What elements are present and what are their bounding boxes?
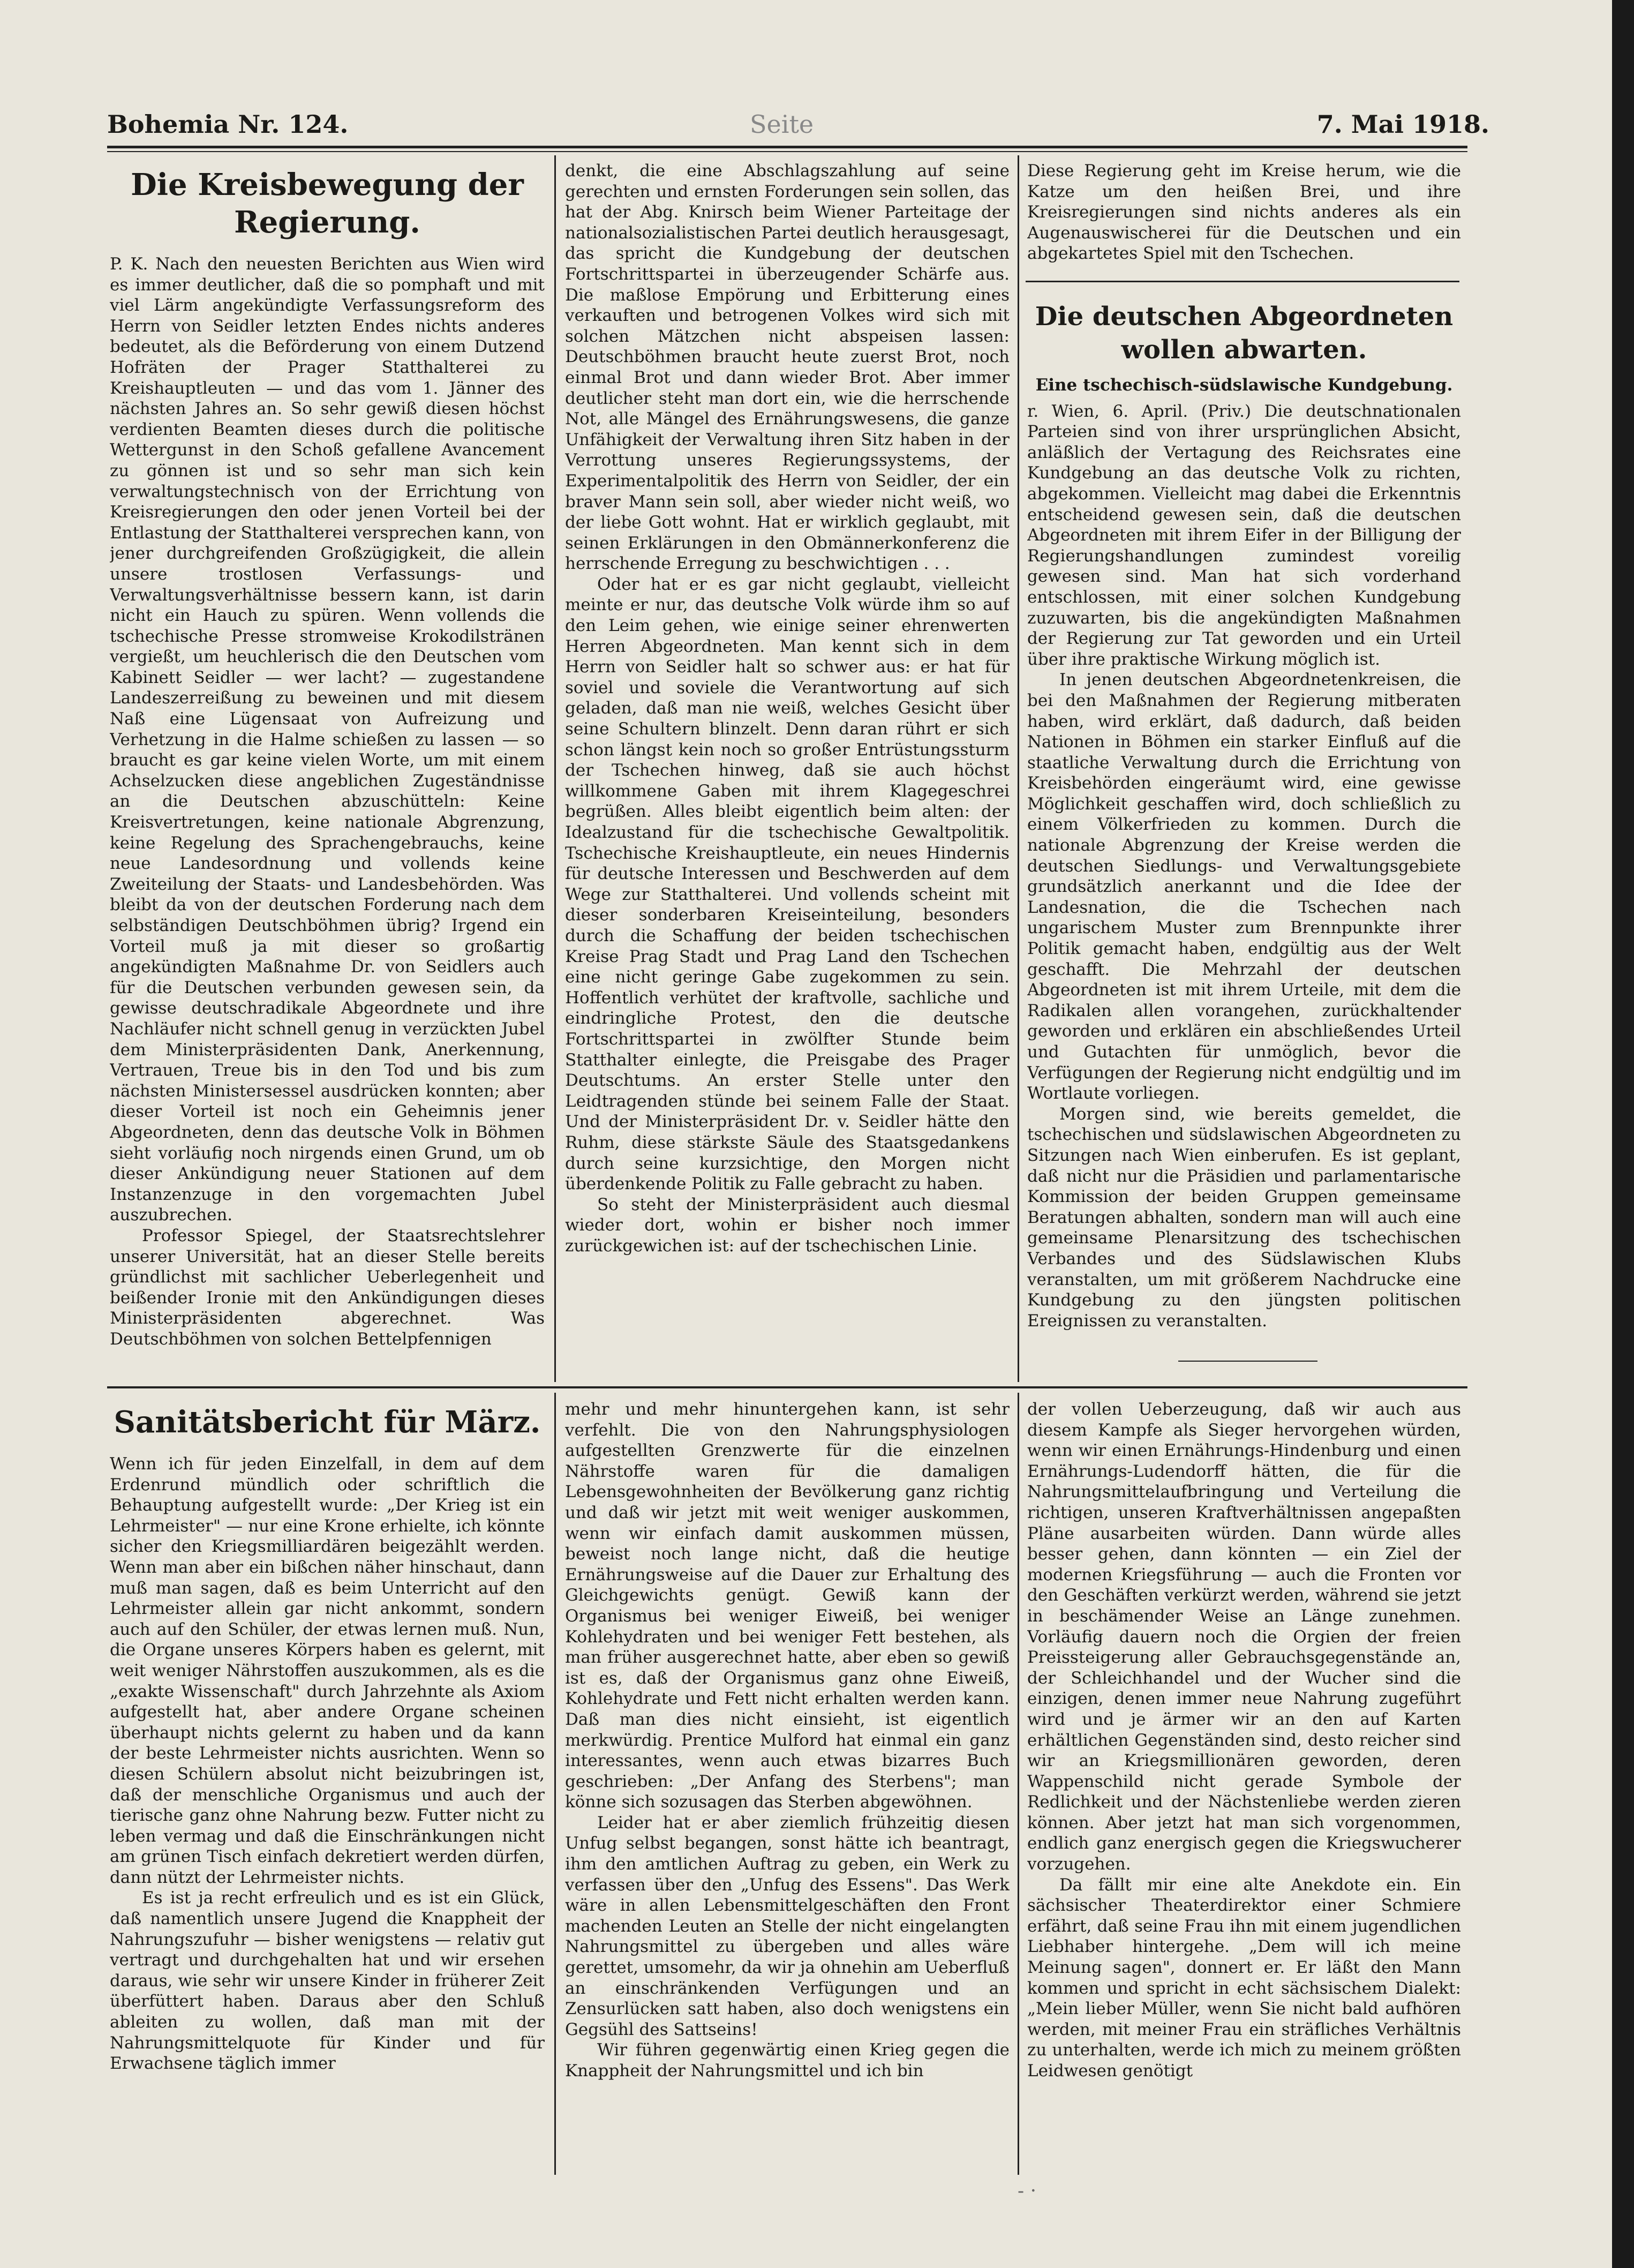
article1-paragraph: Diese Regierung geht im Kreise herum, wie die Katze um den heißen Brei, und ihre Kreisregierungen sind nichts anderes als ein Augenauswischerei für die Deutschen und ein abgekartetes Spiel mit den Tschechen. bbox=[1027, 161, 1461, 264]
article3-paragraph: mehr und mehr hinuntergehen kann, ist sehr verfehlt. Die von den Nahrungsphysiologen aufgestellten Grenzwerte für die einzelnen Nährstoffe waren für die damaligen Lebensgewohnheiten der Bevölkerung ganz richtig und daß wir jetzt mit weit weniger auskommen, wenn wir einfach damit auskommen müssen, beweist noch lange nicht, daß die heutige Ernährungsweise auf die Dauer zur Erhaltung des Gleichgewichts genügt. Gewiß kann der Organismus bei weniger Eiweiß, bei weniger Kohlehydraten und bei weniger Fett bestehen, als man früher ausgerechnet hatte, aber eben so gewiß ist es, daß der Organismus ganz ohne Eiweiß, Kohlehydrate und Fett nicht erhalten werden kann. Daß man dies nicht einsieht, ist eigentlich merkwürdig. Prentice Mulford hat einmal ein ganz interessantes, wenn auch etwas bizarres Buch geschrieben: „Der Anfang des Sterbens"; man könne sich sozusagen das Sterben abgewöhnen. bbox=[565, 1400, 1010, 1812]
article3-column-3 bbox=[1027, 1399, 1461, 2176]
article2-paragraph: r. Wien, 6. April. (Priv.) Die deutschnationalen Parteien sind von ihrer ursprünglichen Absicht, anläßlich der Vertagung des Reichsrates eine Kundgebung an das deutsche Volk zu richten, abgekommen. Vielleicht mag dabei die Erkenntnis entscheidend gewesen sein, daß die deutschen Abgeordneten mit ihrem Eifer in der Billigung der Regierungshandlungen zumindest voreilig gewesen sind. Man hat sich vorderhand entschlossen, mit einer solchen Kundgebung zuzuwarten, bis die angekündigten Maßnahmen der Regierung zur Tat geworden und ein Urteil über ihre praktische Wirkung möglich ist. bbox=[1027, 401, 1461, 669]
column-rule bbox=[554, 155, 556, 1382]
article2-paragraph: Morgen sind, wie bereits gemeldet, die tschechischen und südslawischen Abgeordneten zu Sitzungen nach Wien einberufen. Es ist geplant, daß nicht nur die Präsidien und parlamentarische Kommission der beiden Gruppen gemeinsame Beratungen abhalten, sondern man will auch eine gemeinsame Plenarsitzung des tschechischen Verbandes und des Südslawischen Klubs veranstalten, um mit größerem Nachdrucke eine Kundgebung zu den jüngsten politischen Ereignissen zu veranstalten. bbox=[1027, 1104, 1461, 1331]
page-header bbox=[107, 110, 1489, 142]
article1-column-1 bbox=[110, 166, 545, 1382]
page-footer-mark: - · bbox=[1018, 2180, 1037, 2202]
header-rule bbox=[107, 146, 1467, 148]
article2-title: Die deutschen Abgeordneten wollen abwarten. bbox=[1035, 302, 1454, 365]
article3-paragraph: Wir führen gegenwärtig einen Krieg gegen die Knappheit der Nahrungsmittel und ich bin bbox=[565, 2040, 1010, 2081]
article3-column-1 bbox=[110, 1403, 545, 2175]
header-page-label: Seite bbox=[750, 110, 814, 139]
header-rule-thin bbox=[107, 151, 1467, 152]
article1-paragraph: denkt, die eine Abschlagszahlung auf seine gerechten und ernsten Forderungen sein sollen, das hat der Abg. Knirsch beim Wiener Parteitage der nationalsozialistischen Partei deutlich herausgesagt, das spricht die Kundgebung der deutschen Fortschrittspartei in überzeugender Schärfe aus. Die maßlose Empörung und Erbitterung eines verkauften und betrogenen Volkes wird sich mit solchen Mätzchen nicht abspeisen lassen: Deutschböhmen braucht heute zuerst Brot, noch einmal Brot und dann wieder Brot. Aber immer deutlicher steht man dort ein, wie die herrschende Not, alle Mängel des Ernährungswesens, die ganze Unfähigkeit der Verwaltung ihren Sitz haben in der Verrottung unseres Regierungssystems, der Experimentalpolitik des Herrn von Seidler, der ein braver Mann sein soll, aber wieder nicht weiß, wo der liebe Gott wohnt. Hat er wirklich geglaubt, mit seinen Erklärungen in den Obmännerkonferenz die herrschende Erregung zu beschwichtigen . . . bbox=[565, 161, 1010, 574]
article3-column-2 bbox=[565, 1399, 1010, 2176]
article1-paragraph: So steht der Ministerpräsident auch diesmal wieder dort, wohin er bisher noch immer zurückgewichen ist: auf der tschechischen Linie. bbox=[565, 1195, 1010, 1256]
article1-title: Die Kreisbewegung der Regierung. bbox=[131, 167, 524, 240]
article3-paragraph: Es ist ja recht erfreulich und es ist ein Glück, daß namentlich unsere Jugend die Knappheit der Nahrungszufuhr — bisher wenigstens — relativ gut vertragt und durchgehalten hat und wir ersehen daraus, wie sehr wir unsere Kinder in früherer Zeit überfüttert haben. Daraus aber den Schluß ableiten zu wollen, daß man mit der Nahrungsmittelquote für Kinder und für Erwachsene täglich immer bbox=[110, 1888, 545, 2074]
article1-column-3 bbox=[1027, 161, 1461, 279]
column-rule bbox=[1018, 155, 1019, 1382]
article1-paragraph: Professor Spiegel, der Staatsrechtslehrer unserer Universität, hat an dieser Stelle bereits gründlichst mit sachlicher Ueberlegenheit und beißender Ironie mit den Ankündigungen dieses Ministerpräsidenten abgerechnet. Was Deutschböhmen von solchen Bettelpfennigen bbox=[110, 1226, 545, 1349]
article2-paragraph: In jenen deutschen Abgeordnetenkreisen, die bei den Maßnahmen der Regierung mitberaten haben, wird erklärt, daß dadurch, daß beiden Nationen in Böhmen ein starker Einfluß auf die staatliche Verwaltung durch die Errichtung von Kreisbehörden eingeräumt wird, eine gewisse Möglichkeit geschaffen wird, doch schließlich zu einem Völkerfrieden zu kommen. Durch die nationale Abgrenzung der Kreise werden die deutschen Siedlungs- und Verwaltungsgebiete grundsätzlich anerkannt und die Idee der Landesnation, die die Tschechen nach ungarischem Muster zum Brennpunkte ihrer Politik gemacht haben, endgültig aus der Welt geschafft. Die Mehrzahl der deutschen Abgeordneten ist mit ihrem Urteile, mit dem die Radikalen allen vorangehen, zurückhaltender geworden und erklären ein abschließendes Urteil und Gutachten für unmöglich, bevor die Verfügungen der Regierung nicht endgültig und im Wortlaute vorliegen. bbox=[1027, 670, 1461, 1103]
article1-paragraph: P. K. Nach den neuesten Berichten aus Wien wird es immer deutlicher, daß die so pomphaft und mit viel Lärm angekündigte Verfassungsreform des Herrn von Seidler letzten Endes nichts anderes bedeutet, als die Beförderung von einem Dutzend Hofräten der Prager Statthalterei zu Kreishauptleuten — und das vom 1. Jänner des nächsten Jahres an. So sehr gewiß diesen höchst verdienten Beamten dieses durch die politische Wettergunst in den Schoß gefallene Avancement zu gönnen ist und so sehr man sich kein verwaltungstechnisch von der Errichtung von Kreisregierungen den oder jenen Vorteil bei der Entlastung der Statthalterei versprechen kann, von jener durchgreifenden Großzügigkeit, die allein unsere trostlosen Verfassungs- und Verwaltungsverhältnisse bessern kann, ist darin nicht ein Hauch zu spüren. Wenn vollends die tschechische Presse stromweise Krokodilstränen vergießt, um heuchlerisch die den Deutschen vom Kabinett Seidler — wer lacht? — zugestandene Landeszerreißung zu beweinen und mit diesem Naß eine Lügensaat von Aufreizung und Verhetzung in die Halme schießen zu lassen — so braucht es gar keine vielen Worte, um mit einem Achselzucken diese angeblichen Zugeständnisse an die Deutschen abzuschütteln: Keine Kreisvertretungen, keine nationale Abgrenzung, keine Regelung des Sprachengebrauchs, keine neue Landesordnung und vollends keine Zweiteilung der Staats- und Landesbehörden. Was bleibt da von der deutschen Forderung nach dem selbständigen Deutschböhmen übrig? Irgend ein Vorteil muß ja mit dieser so großartig angekündigten Maßnahme Dr. von Seidlers auch für die Deutschen verbunden gewesen sein, da gewisse deutschradikale Abgeordnete und ihre Nachläufer nicht schnell genug in verzückten Jubel dem Ministerpräsidenten Dank, Anerkennung, Vertrauen, Treue bis in den Tod und bis zum nächsten Ministersessel ausdrücken konnten; aber dieser Vorteil ist noch ein Geheimnis jener Abgeordneten, denn das deutsche Volk in Böhmen sieht vorläufig noch nirgends einen Grund, um ob dieser Ankündigung neuer Stationen auf dem Instanzenzuge in den vorgemachten Jubel auszubrechen. bbox=[110, 254, 545, 1225]
section-rule bbox=[107, 1386, 1467, 1388]
column-rule bbox=[554, 1393, 556, 2175]
article3-paragraph: Da fällt mir eine alte Anekdote ein. Ein sächsischer Theaterdirektor einer Schmiere erfährt, daß seine Frau ihn mit einem jugendlichen Liebhaber hintergehe. „Dem will ich meine Meinung sagen", donnert er. Er läßt den Mann kommen und spricht in echt sächsischem Dialekt: „Mein lieber Müller, wenn Sie nicht bald aufhören werden, mit meiner Frau ein sträfliches Verhältnis zu unterhalten, werde ich mich zu meinem größten Leidwesen genötigt bbox=[1027, 1875, 1461, 2081]
article-rule bbox=[1026, 281, 1459, 282]
article3-title: Sanitätsbericht für März. bbox=[114, 1405, 541, 1440]
header-paper-number: Bohemia Nr. 124. bbox=[107, 110, 349, 139]
article1-paragraph: Oder hat er es gar nicht geglaubt, vielleicht meinte er nur, das deutsche Volk würde ihm so auf den Leim gehen, wie einige seiner ehrenwerten Herren Abgeordneten. Man kennt sich in dem Herrn von Seidler halt so schwer aus: er hat für soviel und soviele die Verantwortung auf sich geladen, daß man nie weiß, welches Gesicht über seine Schultern blinzelt. Denn daran rührt er sich schon längst kein noch so großer Entrüstungssturm der Tschechen hinweg, daß sie auch höchst willkommene Gaben mit ihrem Klagegeschrei begrüßen. Alles bleibt eigentlich beim alten: der Idealzustand für die tschechische Gewaltpolitik. Tschechische Kreishauptleute, ein neues Hindernis für deutsche Interessen und Beschwerden auf dem Wege zur Statthalterei. Und vollends scheint mit dieser sonderbaren Kreiseinteilung, besonders durch die Schaffung der beiden tschechischen Kreise Prag Stadt und Prag Land den Tschechen eine nicht geringe Gabe zugekommen zu sein. Hoffentlich verhütet der kraftvolle, sachliche und eindringliche Protest, den die deutsche Fortschrittspartei in zwölfter Stunde beim Statthalter einlegte, die Preisgabe des Prager Deutschtums. An erster Stelle unter den Leidtragenden stünde bei seinem Falle der Staat. Und der Ministerpräsident Dr. v. Seidler hätte den Ruhm, diese stärkste Säule des Staatsgedankens durch seine kurzsichtige, den Morgen nicht überdenkende Politik zu Falle gebracht zu haben. bbox=[565, 574, 1010, 1194]
article3-paragraph: Wenn ich für jeden Einzelfall, in dem auf dem Erdenrund mündlich oder schriftlich die Behauptung aufgestellt wurde: „Der Krieg ist ein Lehrmeister" — nur eine Krone erhielte, ich könnte sicher den Kriegsmilliardären beigezählt werden. Wenn man aber ein bißchen näher hinschaut, dann muß man sagen, daß es beim Unterricht auf den Lehrmeister allein gar nicht ankommt, sondern auch auf den Schüler, der etwas lernen muß. Nun, die Organe unseres Körpers haben es gelernt, mit weit weniger Nährstoffen auszukommen, als es die „exakte Wissenschaft" durch Jahrzehnte als Axiom aufgestellt hat, aber andere Organe scheinen überhaupt nichts gelernt zu haben und da kann der beste Lehrmeister nichts ausrichten. Wenn so diesen Schülern absolut nicht beizubringen ist, daß der menschliche Organismus und auch der tierische ganz ohne Nahrung bezw. Futter nicht zu leben vermag und daß die Einschränkungen nicht am grünen Tisch einfach dekretiert werden dürfen, dann nützt der Lehrmeister nichts. bbox=[110, 1454, 545, 1887]
article3-paragraph: Leider hat er aber ziemlich frühzeitig diesen Unfug selbst begangen, sonst hätte ich beantragt, ihm den amtlichen Auftrag zu geben, ein Werk zu verfassen über den „Unfug des Essens". Das Werk wäre in allen Lebensmittelgeschäften den Front machenden Leuten an Stelle der nicht eingelangten Nahrungsmittel zu übergeben und alles wäre gerettet, umsomehr, da wir ja ohnehin am Ueberfluß an einschränkenden Verfügungen und an Zensurlücken satt haben, also doch wenigstens ein Gegsühl des Sattseins! bbox=[565, 1813, 1010, 2039]
article3-paragraph: der vollen Ueberzeugung, daß wir auch aus diesem Kampfe als Sieger hervorgehen würden, wenn wir einen Ernährungs-Hindenburg und einen Ernährungs-Ludendorff hätten, die für die Nahrungsmittelaufbringung und Verteilung die richtigen, unseren Kraftverhältnissen angepaßten Pläne ausarbeiten würden. Dann würde alles besser gehen, dann könnten — ein Ziel der modernen Kriegsführung — auch die Fronten vor den Geschäften verkürzt werden, während sie jetzt in beschämender Weise an Länge zunehmen. Vorläufig dauern noch die Orgien der freien Preissteigerung aller Gebrauchsgegenstände an, der Schleichhandel und der Wucher sind die einzigen, denen immer neue Nahrung zugeführt wird und je ärmer wir an den auf Karten erhältlichen Gegenständen sind, desto reicher sind wir an Kriegsmillionären geworden, deren Wappenschild nicht gerade Symbole der Redlichkeit und der Nächstenliebe werden zieren können. Aber jetzt hat man sich vorgenommen, endlich ganz energisch gegen die Kriegswucherer vorzugehen. bbox=[1027, 1400, 1461, 1874]
article2 bbox=[1027, 300, 1461, 1371]
column-rule bbox=[1018, 1393, 1019, 2175]
header-date: 7. Mai 1918. bbox=[1316, 110, 1489, 139]
article2-subtitle: Eine tschechisch-südslawische Kundgebung. bbox=[1035, 376, 1453, 395]
scan-edge bbox=[1612, 0, 1634, 2268]
article1-column-2 bbox=[565, 161, 1010, 1382]
